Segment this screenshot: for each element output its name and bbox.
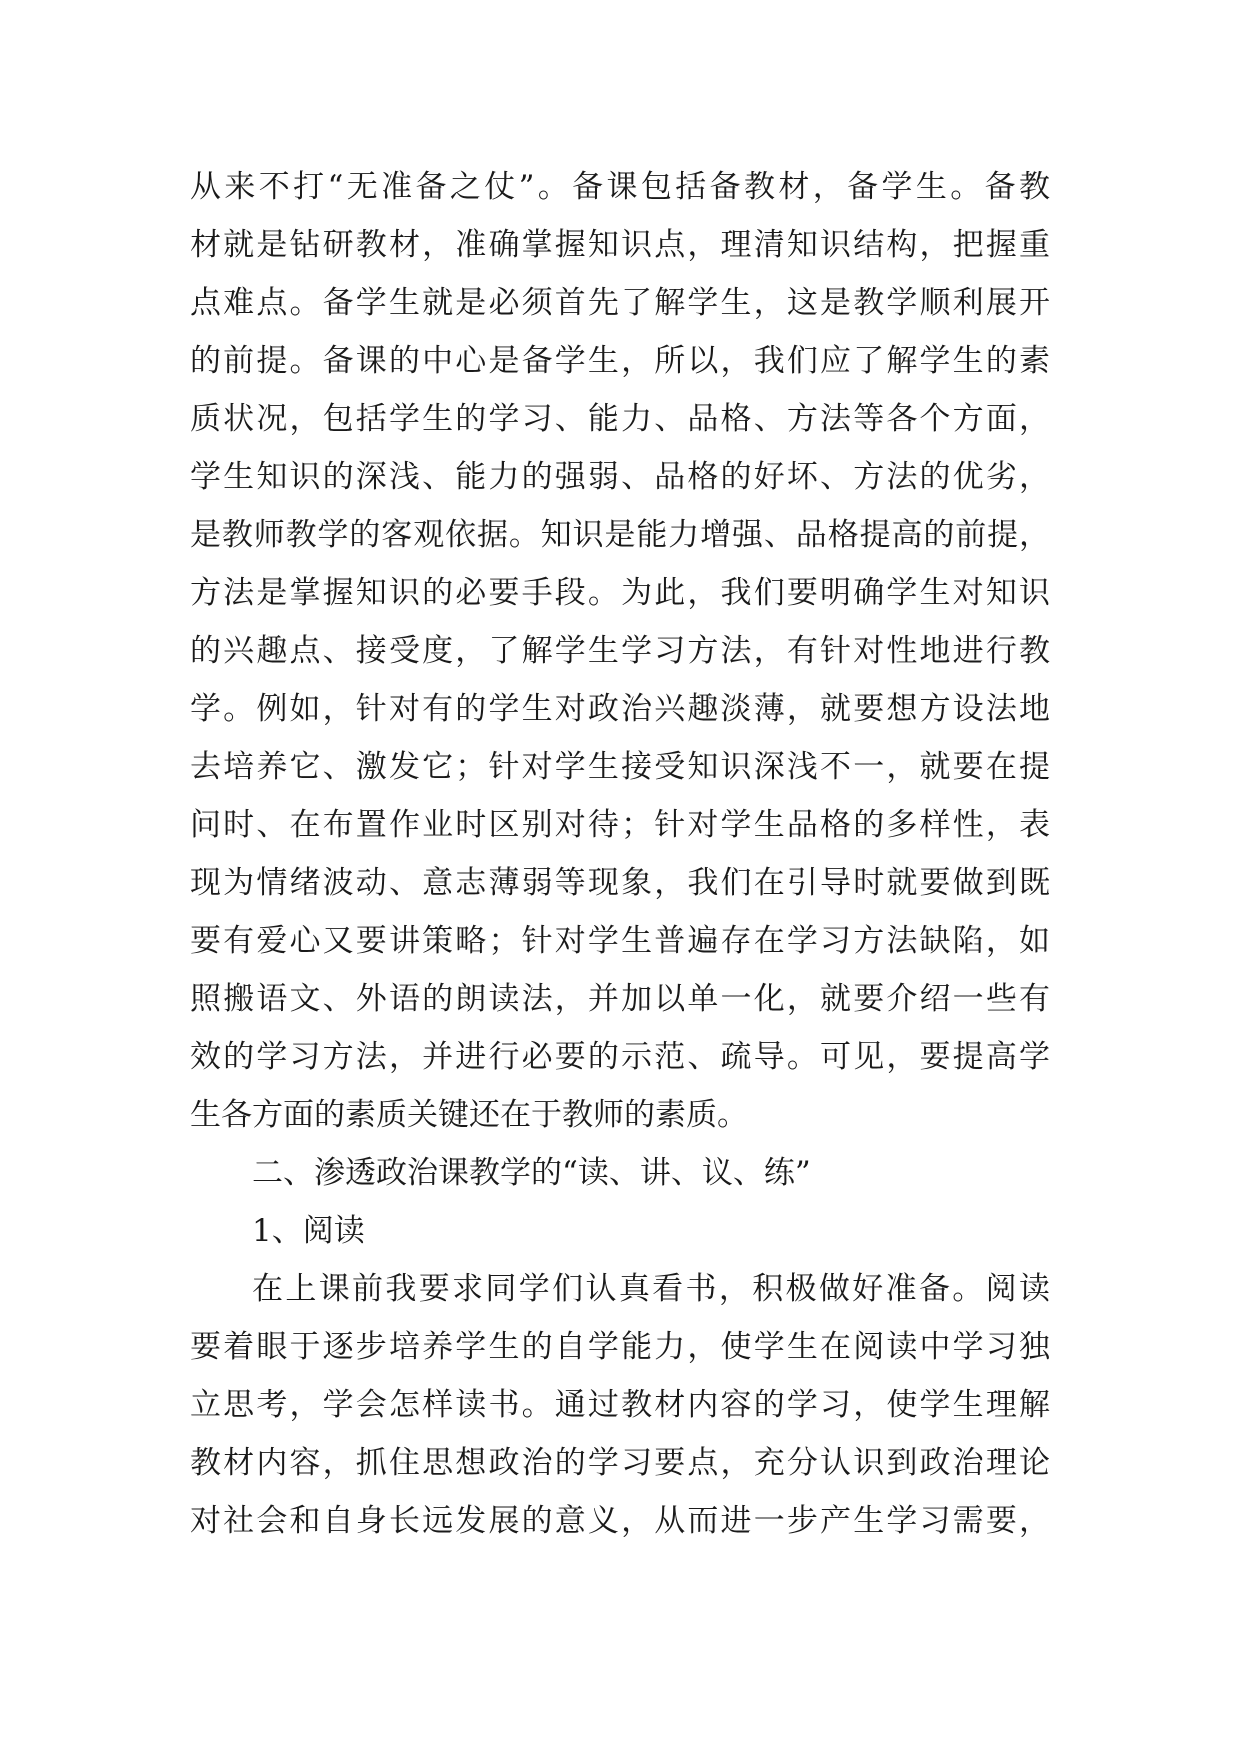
text-line: 照搬语文、外语的朗读法，并加以单一化，就要介绍一些有 (190, 981, 1050, 1017)
text-line: 学生知识的深浅、能力的强弱、品格的好坏、方法的优劣， (190, 459, 1050, 495)
text-line: 问时、在布置作业时区别对待；针对学生品格的多样性，表 (190, 807, 1050, 843)
subsection-heading: 1、阅读 (252, 1213, 365, 1249)
text-line: 的兴趣点、接受度，了解学生学习方法，有针对性地进行教 (190, 633, 1050, 669)
text-line: 效的学习方法，并进行必要的示范、疏导。可见，要提高学 (190, 1039, 1050, 1075)
text-line: 要着眼于逐步培养学生的自学能力，使学生在阅读中学习独 (190, 1329, 1050, 1365)
text-line: 去培养它、激发它；针对学生接受知识深浅不一，就要在提 (190, 749, 1050, 785)
text-line: 点难点。备学生就是必须首先了解学生，这是教学顺利展开 (190, 285, 1050, 321)
text-line: 立思考，学会怎样读书。通过教材内容的学习，使学生理解 (190, 1387, 1050, 1423)
text-line: 材就是钻研教材，准确掌握知识点，理清知识结构，把握重 (190, 227, 1050, 263)
text-line: 对社会和自身长远发展的意义，从而进一步产生学习需要， (190, 1503, 1050, 1539)
text-line: 质状况，包括学生的学习、能力、品格、方法等各个方面， (190, 401, 1050, 437)
paragraph-start-line: 在上课前我要求同学们认真看书，积极做好准备。阅读 (252, 1271, 1050, 1307)
text-line: 方法是掌握知识的必要手段。为此，我们要明确学生对知识 (190, 575, 1050, 611)
text-line: 从来不打“无准备之仗”。备课包括备教材，备学生。备教 (190, 169, 1050, 205)
paragraph-end-line: 生各方面的素质关键还在于教师的素质。 (190, 1097, 748, 1133)
text-line: 是教师教学的客观依据。知识是能力增强、品格提高的前提， (190, 517, 1050, 553)
text-line: 的前提。备课的中心是备学生，所以，我们应了解学生的素 (190, 343, 1050, 379)
document-body (190, 158, 1050, 1550)
text-line: 要有爱心又要讲策略；针对学生普遍存在学习方法缺陷，如 (190, 923, 1050, 959)
text-line: 教材内容，抓住思想政治的学习要点，充分认识到政治理论 (190, 1445, 1050, 1481)
text-line: 学。例如，针对有的学生对政治兴趣淡薄，就要想方设法地 (190, 691, 1050, 727)
section-heading: 二、渗透政治课教学的“读、讲、议、练” (252, 1155, 811, 1191)
text-line: 现为情绪波动、意志薄弱等现象，我们在引导时就要做到既 (190, 865, 1050, 901)
